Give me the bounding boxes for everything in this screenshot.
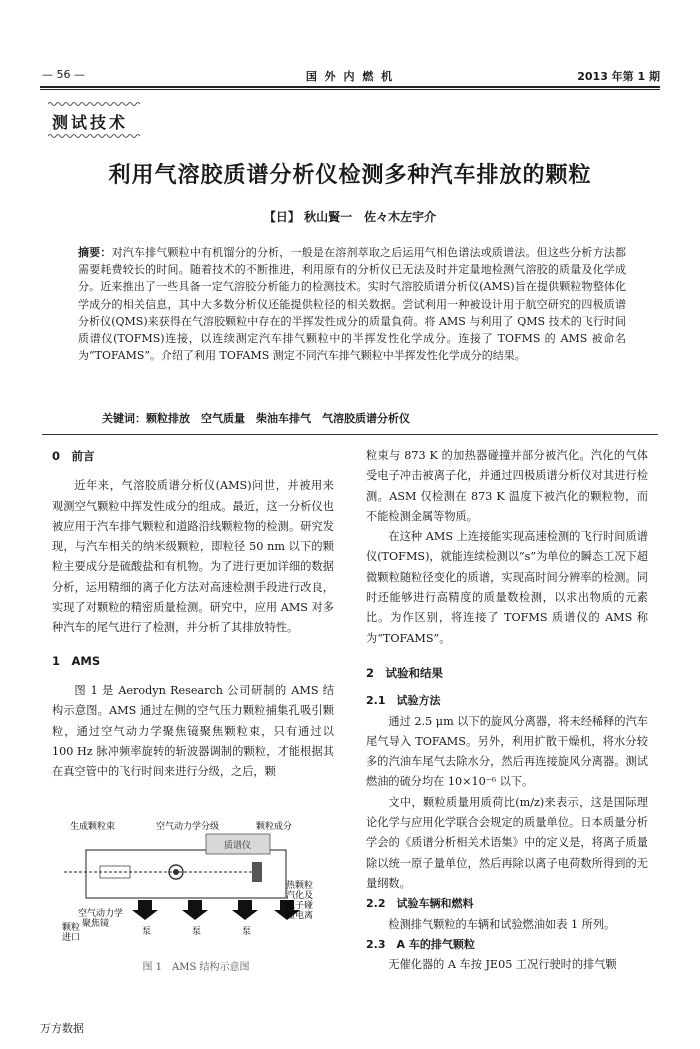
section-heading: 1 AMS — [52, 653, 101, 668]
right-column — [366, 446, 648, 975]
section-heading: 2 试验和结果 — [366, 665, 444, 680]
paragraph: 在这种 AMS 上连接能实现高速检测的飞行时间质谱仪(TOFMS)，就能连续检测以“s”为单位的瞬态工况下超微颗粒随粒径变化的质谱，实现高时间分辨率的检测。同时还能够进行高精度的质量数检测，以求出物质的元素比。为作区别，将连接了 TOFMS 质谱仪的 AMS 称为“TOFAMS”。 — [366, 530, 648, 645]
article-title: 利用气溶胶质谱分析仪检测多种汽车排放的颗粒 — [108, 163, 592, 188]
section-heading: 0 前言 — [52, 449, 95, 463]
label-pump: 泵 — [242, 927, 252, 937]
paragraph: 近年来，气溶胶质谱分析仪(AMS)问世，并被用来观测空气颗粒中挥发性成分的组成。最近，这一分析仪也被应用于汽车排气颗粒和道路沿线颗粒物的检测。研究发现，与汽车相关的纳米级颗粒，即粒径 50 nm 以下的颗粒主要成分是硫酸盐和有机物。为了进行更加详细的数据分析，运用精细的离子化方法对高速检测手段进行改良，实现了对颗粒的精密质量检测。研究中，应用 AMS 对多种汽车的尾气进行了检测，并分析了其排放特性。 — [52, 479, 334, 635]
keywords-text: 颗粒排放 空气质量 柴油车排气 气溶胶质谱分析仪 — [146, 412, 410, 425]
figure-caption: 图 1 AMS 结构示意图 — [142, 962, 250, 973]
wavy-rule-top — [48, 101, 140, 107]
label-ms: 质谱仪 — [224, 841, 252, 851]
label-lens: 空气动力学 — [78, 909, 124, 919]
abstract-label: 摘要： — [78, 246, 112, 259]
label-heater-2: 汽化及 — [286, 891, 314, 901]
subsection-heading: 2.2 试验车辆和燃料 — [366, 897, 474, 911]
keywords-label: 关键词： — [102, 412, 146, 425]
header-rule-thin — [40, 89, 660, 90]
page-number: — 56 — — [42, 68, 85, 81]
label-heater-3: 电子碰 — [286, 901, 314, 911]
label-lens-2: 聚焦镜 — [82, 919, 110, 929]
chopper-hub — [173, 869, 179, 875]
subsection-heading: 2.1 试验方法 — [366, 694, 441, 708]
label-pump: 泵 — [142, 927, 152, 937]
abstract-text: 对汽车排气颗粒中有机馏分的分析，一般是在溶剂萃取之后运用气相色谱法或质谱法。但这些分析方法都需要耗费较长的时间。随着技术的不断推进，利用原有的分析仪已无法及时并定量地检测气溶胶的质量及化学成分。近来推出了一些具备一定气溶胶分析能力的检测技术。实时气溶胶质谱分析仪(AMS)旨在提供颗粒物整体化学成分的相关信息，其中大多数分析仪还能提供粒径的相关数据。尝试利用一种被设计用于航空研究的四极质谱分析仪(QMS)来获得在气溶胶颗粒中存在的半挥发性成分的质量負荷。将 AMS 与利用了 QMS 技术的飞行时间质谱仪(TOFMS)连接，以连续测定汽车排气颗粒中的半挥发性化学成分。连接了 TOFMS 的 AMS 被命名为“TOFAMS”。介绍了利用 TOFAMS 测定不同汽车排气颗粒中半挥发性化学成分的结果。 — [78, 246, 626, 363]
header-rule — [40, 86, 660, 88]
paragraph: 检测排气颗粒的车辆和试验燃油如表 1 所列。 — [388, 917, 616, 931]
label-pump: 泵 — [192, 927, 202, 937]
keywords — [102, 410, 410, 426]
abstract — [78, 244, 626, 364]
wavy-rule-bottom — [48, 133, 140, 139]
footer-watermark: 万方数据 — [40, 1022, 84, 1035]
label-beam: 生成颗粒束 — [70, 822, 116, 832]
pump-arrows — [132, 900, 300, 920]
issue-label: 2013 年第 1 期 — [577, 70, 660, 83]
label-inlet-2: 进口 — [62, 933, 81, 943]
paragraph: 文中，颗粒质量用质荷比(m/z)来表示，这是国际理论化学与应用化学联合会规定的质量单位。日本质量分析学会的《质谱分析相关术语集》中的定义是，将离子质量除以统一原子量单位，然后再除以离子电荷数所得到的无量纲数。 — [366, 795, 648, 890]
subsection-heading: 2.3 A 车的排气颗粒 — [366, 937, 475, 951]
journal-name: 国 外 内 燃 机 — [305, 70, 395, 83]
section-tag: 测试技术 — [52, 113, 129, 132]
ams-schematic-figure — [56, 820, 336, 944]
label-heater-4: 撞电离 — [286, 911, 314, 921]
authors: 【日】 秋山賢一 佐々木左宇介 — [263, 210, 437, 224]
label-comp: 颗粒成分 — [256, 822, 293, 832]
paragraph: 通过 2.5 μm 以下的旋风分离器，将未经稀释的汽车尾气导入 TOFAMS。另外，利用扩散干燥机，将水分较多的汽油车尾气去除水分，然后再连接旋风分离器。测试燃油的硫分均在 10×10⁻⁶ 以下。 — [366, 714, 648, 789]
left-column — [52, 446, 334, 782]
paragraph: 图 1 是 Aerodyn Research 公司研制的 AMS 结构示意图。AMS 通过左侧的空气压力颗粒捕集孔吸引颗粒，通过空气动力学聚焦镜聚焦颗粒束，只有通过以 100 Hz 脉冲频率旋转的斩波器调制的颗粒，才能根据其在真空管中的飞行时间来进行分级，之后，颗 — [52, 683, 334, 779]
label-inlet: 颗粒 — [62, 923, 81, 933]
heater — [252, 862, 262, 882]
abstract-divider — [42, 434, 658, 435]
label-aero: 空气动力学分级 — [156, 822, 220, 832]
label-heater: 热颗粒 — [286, 881, 314, 891]
paragraph: 无催化器的 A 车按 JE05 工况行驶时的排气颗 — [388, 958, 617, 972]
paragraph: 粒束与 873 K 的加热器碰撞并部分被汽化。汽化的气体受电子冲击被离子化，并通过四极质谱分析仪对其进行检测。ASM 仅检测在 873 K 温度下被汽化的颗粒物，而不能检测金属等物质。 — [366, 449, 648, 523]
